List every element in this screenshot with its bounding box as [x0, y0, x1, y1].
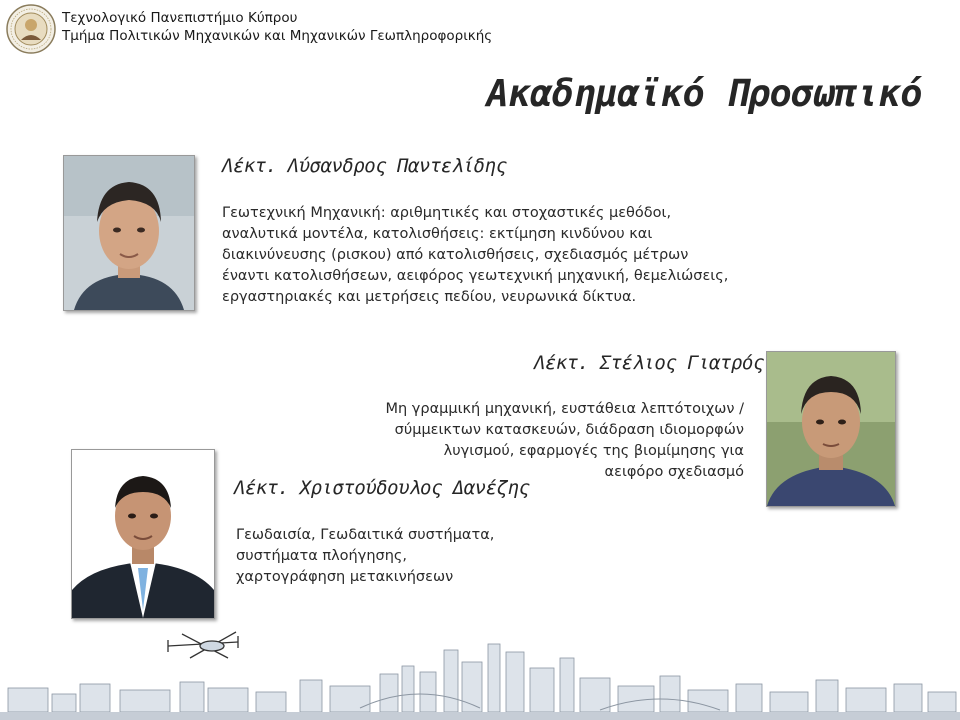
description-line: έναντι κατολισθήσεων, αειφόρος γεωτεχνική μηχανική, θεμελιώσεις, [222, 268, 729, 284]
department-name: Τμήμα Πολιτικών Μηχανικών και Μηχανικών Γεωπληροφορικής [62, 28, 493, 44]
description-line: συστήματα πλοήγησης, [236, 548, 408, 564]
staff-name: Λέκτ. Χριστούδουλος Δανέζης [234, 477, 530, 499]
staff-photo-pantelidis [63, 155, 195, 311]
staff-name: Λέκτ. Στέλιος Γιατρός [534, 352, 764, 374]
description-line: Γεωδαισία, Γεωδαιτικά συστήματα, [236, 527, 495, 543]
description-line: Γεωτεχνική Μηχανική: αριθμητικές και στοχαστικές μεθόδοι, [222, 205, 672, 221]
description-line: σύμμεικτων κατασκευών, διάδραση ιδιομορφών [394, 422, 744, 438]
description-line: Μη γραμμική μηχανική, ευστάθεια λεπτότοιχων / [385, 401, 744, 417]
university-seal-icon [6, 4, 56, 54]
university-header [62, 9, 492, 45]
description-line: λυγισμού, εφαρμογές της βιομίμησης για [443, 443, 744, 459]
staff-description [362, 399, 744, 483]
university-name: Τεχνολογικό Πανεπιστήμιο Κύπρου [62, 10, 298, 26]
description-line: αειφόρο σχεδιασμό [604, 464, 744, 480]
description-line: χαρτογράφηση μετακινήσεων [236, 569, 454, 585]
description-line: αναλυτικά μοντέλα, κατολισθήσεις: εκτίμηση κινδύνου και [222, 226, 653, 242]
description-line: εργαστηριακές και μετρήσεις πεδίου, νευρωνικά δίκτυα. [222, 289, 637, 305]
page-title: Ακαδημαϊκό Προσωπικό [486, 72, 922, 115]
staff-photo-danezis [71, 449, 215, 619]
staff-photo-giatros [766, 351, 896, 507]
city-skyline-decoration [0, 628, 960, 720]
staff-description [236, 525, 494, 588]
description-line: διακινύνευσης (ρισκου) από κατολισθήσεις, σχεδιασμός μέτρων [222, 247, 689, 263]
satellite-icon [168, 632, 238, 658]
staff-name: Λέκτ. Λύσανδρος Παντελίδης [222, 155, 507, 177]
staff-description [222, 203, 728, 308]
